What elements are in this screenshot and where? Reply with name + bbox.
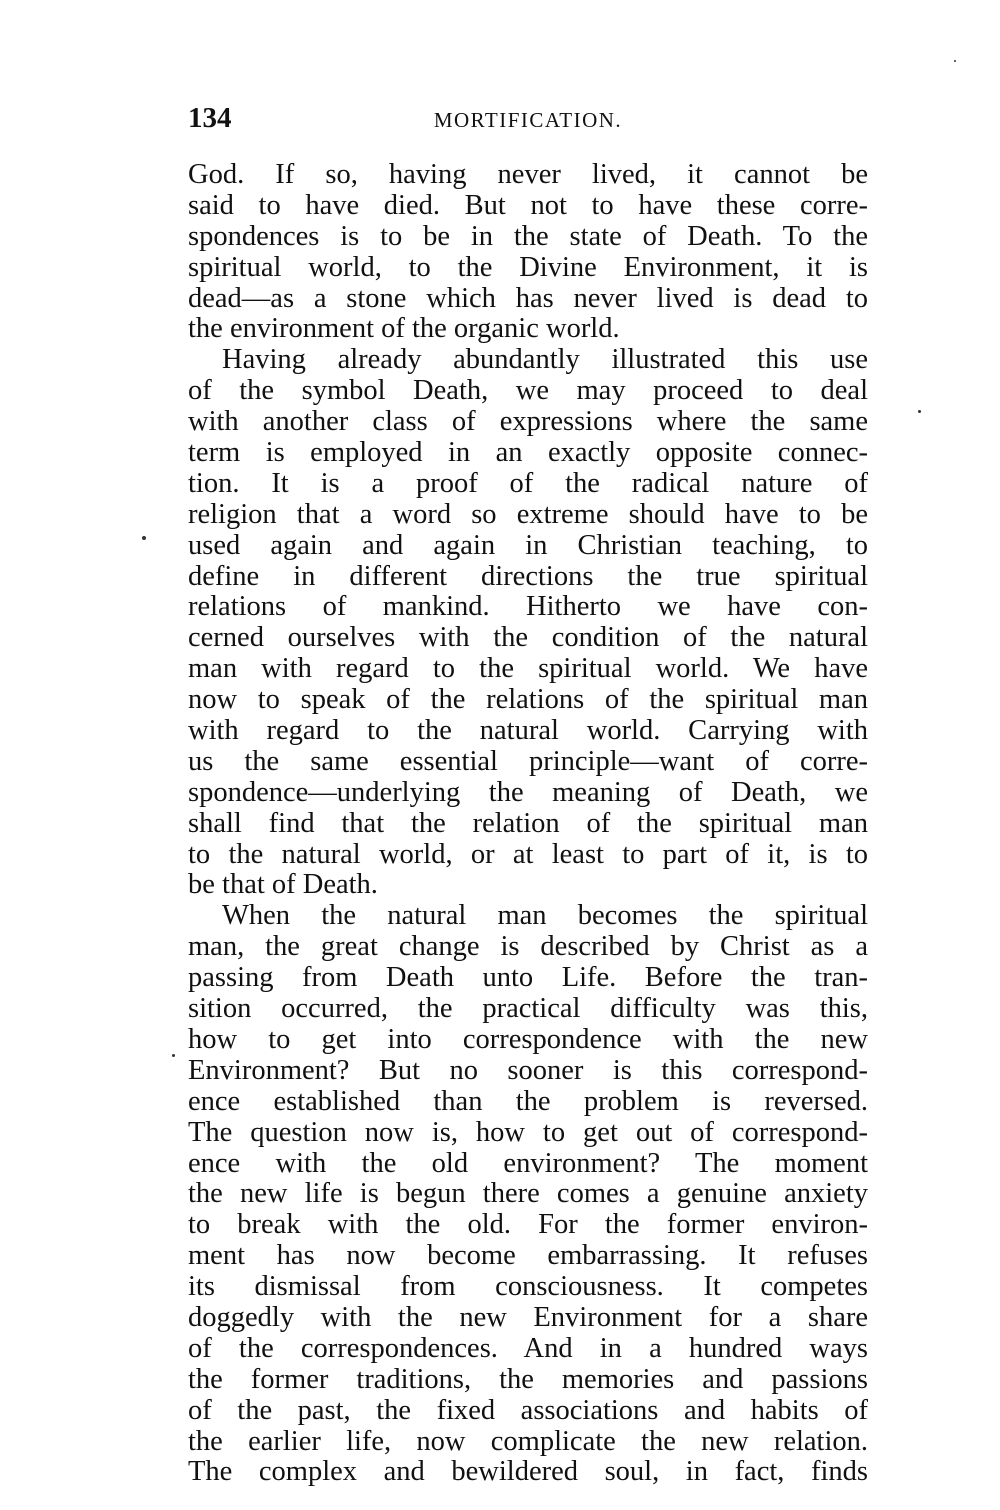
text-line: spondence—underlying the meaning of Death, we (188, 777, 868, 808)
paragraph-start-line: Having already abundantly illustrated this use (222, 345, 868, 376)
text-line: be that of Death. (188, 870, 378, 901)
text-line: Environment? But no sooner is this correspond- (188, 1055, 868, 1086)
text-line: ment has now become embarrassing. It refuses (188, 1241, 868, 1272)
text-line: how to get into correspondence with the new (188, 1024, 868, 1055)
text-line: us the same essential principle—want of corre- (188, 746, 868, 777)
text-line: ence with the old environment? The moment (188, 1148, 868, 1179)
ink-speck (918, 410, 921, 413)
text-line: of the symbol Death, we may proceed to deal (188, 376, 868, 407)
text-line: man with regard to the spiritual world. We have (188, 654, 868, 685)
text-line: term is employed in an exactly opposite connec- (188, 438, 868, 469)
text-line: its dismissal from consciousness. It competes (188, 1272, 868, 1303)
text-line: with regard to the natural world. Carrying with (188, 716, 868, 747)
text-line: doggedly with the new Environment for a share (188, 1302, 868, 1333)
text-line: cerned ourselves with the condition of the natural (188, 623, 868, 654)
running-title: MORTIFICATION. (433, 108, 623, 132)
text-line: man, the great change is described by Christ as a (188, 932, 868, 963)
text-line: to the natural world, or at least to part of it, is to (188, 839, 868, 870)
text-line: dead—as a stone which has never lived is dead to (188, 283, 868, 314)
text-line: used again and again in Christian teaching, to (188, 530, 868, 561)
text-line: the new life is begun there comes a genuine anxiety (188, 1179, 868, 1210)
page-header (188, 100, 868, 136)
text-line: spiritual world, to the Divine Environment, it is (188, 252, 868, 283)
text-line: said to have died. But not to have these corre- (188, 190, 868, 221)
text-line: God. If so, having never lived, it cannot be (188, 160, 868, 190)
text-line: define in different directions the true spiritual (188, 561, 868, 592)
ink-speck (142, 536, 146, 540)
text-line: passing from Death unto Life. Before the tran- (188, 963, 868, 994)
text-line: ence established than the problem is reversed. (188, 1086, 868, 1117)
text-line: The complex and bewildered soul, in fact, finds (188, 1457, 868, 1488)
text-line: tion. It is a proof of the radical nature of (188, 468, 868, 499)
page-number: 134 (188, 102, 232, 134)
text-line: spondences is to be in the state of Death. To the (188, 221, 868, 252)
text-line: relations of mankind. Hitherto we have con- (188, 592, 868, 623)
ink-speck (954, 60, 956, 62)
text-line: the former traditions, the memories and passions (188, 1364, 868, 1395)
text-line: to break with the old. For the former environ- (188, 1210, 868, 1241)
text-line: The question now is, how to get out of correspond- (188, 1117, 868, 1148)
ink-speck (172, 1054, 175, 1057)
text-line: now to speak of the relations of the spiritual man (188, 685, 868, 716)
body-text (188, 160, 868, 1488)
text-line: of the correspondences. And in a hundred ways (188, 1333, 868, 1364)
text-line: sition occurred, the practical difficulty was this, (188, 994, 868, 1025)
text-line: with another class of expressions where the same (188, 407, 868, 438)
text-line: of the past, the fixed associations and habits of (188, 1395, 868, 1426)
text-line: the earlier life, now complicate the new relation. (188, 1426, 868, 1457)
text-line: shall find that the relation of the spiritual man (188, 808, 868, 839)
paragraph-start-line: When the natural man becomes the spiritual (222, 901, 868, 932)
text-line: the environment of the organic world. (188, 314, 620, 345)
text-line: religion that a word so extreme should have to be (188, 499, 868, 530)
